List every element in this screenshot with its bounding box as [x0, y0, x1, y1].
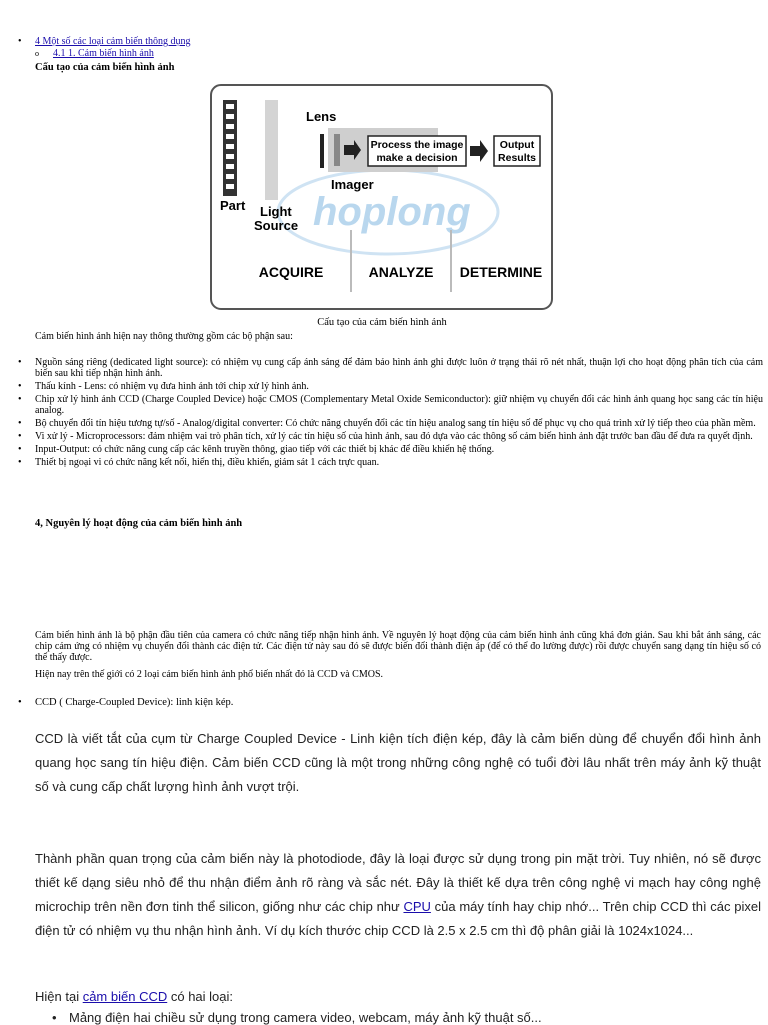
watermark-text: hoplong: [313, 190, 471, 234]
toc-link-sensors[interactable]: 4 Một số các loại cảm biến thông dụng: [35, 36, 191, 47]
toc-bullet: •: [18, 36, 22, 47]
ccd-paragraph: CCD là viết tắt của cụm từ Charge Coupled Device - Linh kiện tích điện kép, đây là cảm biến dùng để chuyển đổi hình ảnh quang học sang tín hiệu điện. Cảm biến CCD cũng là một trong những công nghệ có tuổi đời lâu nhất trên máy ảnh kỹ thuật số và cung cấp chất lượng hình ảnh vượt trội.: [35, 731, 761, 794]
ccd-item-text: CCD ( Charge-Coupled Device): linh kiện kép.: [35, 697, 234, 708]
types-paragraph: [35, 985, 761, 1009]
section-heading: Cấu tạo của cảm biến hình ảnh: [35, 62, 175, 73]
label-decision: make a decision: [376, 152, 458, 164]
photodiode-text-2: của máy tính hay chip nhớ... Trên chip CCD thì các pixel điện tử có nhiệm vụ thu nhận hình ảnh. Ví dụ kích thước chip CCD là 2.5 x 2.5 cm thì độ phân giải là 1024x1024...: [35, 899, 761, 938]
toc-link-image-sensor[interactable]: 4.1 1. Cảm biến hình ảnh: [53, 48, 154, 59]
figure-caption: Cấu tạo của cảm biến hình ảnh: [317, 317, 447, 328]
list-item: • Thiết bị ngoại vi có chức năng kết nối, hiển thị, điều khiển, giám sát 1 cách trực quan.: [18, 457, 763, 468]
intro-text: Cảm biến hình ảnh hiện nay thông thường gồm các bộ phận sau:: [35, 331, 293, 342]
label-imager: Imager: [331, 177, 374, 192]
label-determine: DETERMINE: [459, 264, 543, 280]
principle-text: Cảm biến hình ảnh là bộ phận đầu tiên của camera có chức năng tiếp nhận hình ảnh. Về nguyên lý hoạt động của cảm biến hình ảnh cũng khá đơn giản. Sau khi bắt ánh sáng, các chip cảm ứng có nhiệm vụ chuyển đổi thành các điện tử. Các điện tử này sau đó sẽ được biến đổi thành điện áp (để có thể đo lường được) rồi được chuyển sang dạng tín hiệu số có thể thấy được.: [35, 630, 761, 663]
types-text-1: Hiện tại: [35, 989, 83, 1004]
photodiode-text-1: Thành phần quan trọng của cảm biến này là photodiode, đây là loại được sử dụng trong pin mặt trời. Tuy nhiên, nó sẽ được thiết kế dạng siêu nhỏ để thu nhận điểm ảnh rõ ràng và sắc nét. Đây là thiết kế dựa trên công nghệ vi mạch hay công nghệ microchip trên nền đơn tinh thể silicon, giống như các chip như: [35, 851, 761, 914]
list-item: • Chip xử lý hình ảnh CCD (Charge Coupled Device) hoặc CMOS (Complementary Metal Oxide Semiconductor): giữ nhiệm vụ chuyển đổi các hình ảnh quang học sang các tín hiệu analog.: [18, 394, 763, 416]
label-output: Output: [499, 139, 535, 151]
ccd-sensor-link[interactable]: cảm biến CCD: [82, 989, 168, 1004]
label-part: Part: [220, 198, 246, 213]
list-item: • Input-Output: có chức năng cung cấp các kênh truyền thông, giao tiếp với các thiết bị khác để điều khiển hệ thống.: [18, 444, 763, 455]
list-item: • Thấu kính - Lens: có nhiệm vụ đưa hình ảnh tới chip xử lý hình ảnh.: [18, 381, 763, 392]
cpu-link[interactable]: CPU: [403, 899, 431, 914]
bullet: •: [52, 1010, 57, 1025]
label-source: Source: [254, 218, 299, 233]
list-item: • Bộ chuyển đổi tín hiệu tương tự/số - Analog/digital converter: Có chức năng chuyển đổi các tín hiệu analog sang tín hiệu số để phục vụ cho quá trình xử lý tiếp theo của phần mềm.: [18, 418, 763, 429]
label-process: Process the image: [370, 139, 464, 151]
label-lens: Lens: [306, 109, 337, 124]
label-light: Light: [260, 204, 292, 219]
list-item: • Vi xử lý - Microprocessors: đảm nhiệm vai trò phân tích, xử lý các tín hiệu số của hình ảnh, sau đó dựa vào các thông số cảm biến hình ảnh đặt trước ban đầu để đưa ra quyết định.: [18, 431, 763, 442]
bullet: •: [18, 697, 22, 708]
photodiode-paragraph: [35, 847, 761, 943]
type-1-text: Mảng điện hai chiều sử dụng trong camera video, webcam, máy ảnh kỹ thuật số...: [69, 1010, 542, 1025]
label-acquire: ACQUIRE: [258, 264, 324, 280]
list-item: • Nguồn sáng riêng (dedicated light source): có nhiệm vụ cung cấp ánh sáng để đảm bảo hình ảnh ghi được luôn ở trạng thái rõ nét nhất, thuận lợi cho hoạt động phân tích của cảm biến sau khi tiếp nhận hình ảnh.: [18, 357, 763, 379]
toc-sub-bullet: o: [35, 49, 39, 58]
label-results: Results: [498, 152, 536, 164]
label-analyze: ANALYZE: [368, 264, 434, 280]
principle-text-2: Hiện nay trên thế giới có 2 loại cảm biến hình ảnh phổ biến nhất đó là CCD và CMOS.: [35, 669, 384, 680]
components-list: [18, 357, 763, 470]
types-text-2: có hai loại:: [167, 989, 233, 1004]
principle-heading: 4, Nguyên lý hoạt động của cảm biến hình ảnh: [35, 518, 243, 529]
image-sensor-diagram: [208, 82, 556, 314]
